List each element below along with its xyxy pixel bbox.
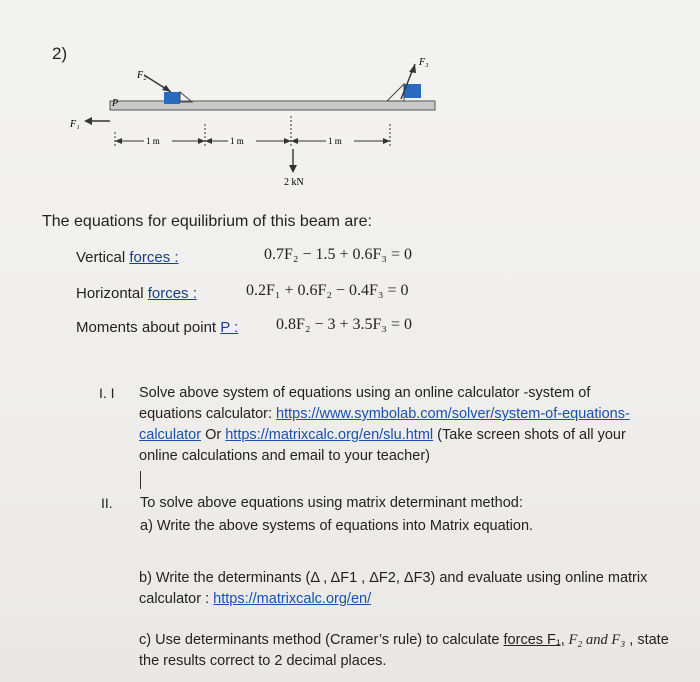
equation-vertical: 0.7F₂ − 1.5 + 0.6F₃ = 0 [264,246,413,263]
symbolab-link[interactable]: https://www.symbolab.com/solver/system-of-equations-calculator [139,406,630,443]
part-two-b: b) Write the determinants (Δ , ΔF1 , ΔF2, ΔF3) and evaluate using online matrix calculator : https://matrixcalc.org/en/ [139,570,648,607]
label-p: P [112,98,119,109]
equation-label-horizontal: Horizontal forces : [76,285,197,302]
part-one-text: Solve above system of equations using an online calculator -system of equations calculator: https://www.symbolab.com/solver/system-of-equations-calculator Or https://matrixcalc.org/en/slu.html (Take screen shots of all your online calculations and email to your teacher) [139,385,630,464]
matrixcalc-link[interactable]: https://matrixcalc.org/en/ [213,591,372,607]
label-f2: F₂ [137,70,147,81]
matrixcalc-slu-link[interactable]: https://matrixcalc.org/en/slu.html [225,427,434,443]
beam [110,101,435,110]
forces-f1-underlined: forces F₁, [503,632,565,648]
part-two-marker: II. [101,495,113,511]
label-f1: F₁ [70,119,80,130]
part-two-a: a) Write the above systems of equations into Matrix equation. [140,518,534,534]
text-cursor [140,471,141,489]
part-two-intro: To solve above equations using matrix determinant method: [140,495,523,511]
intro-text: The equations for equilibrium of this beam are: [42,213,372,230]
beam-diagram [60,44,480,194]
dimension-label-1: 1 m [146,136,160,146]
question-number: 2) [52,44,68,63]
equation-label-vertical: Vertical forces : [76,249,179,266]
equation-horizontal: 0.2F₁ + 0.6F₂ − 0.4F₃ = 0 [246,282,409,299]
part-two-c: c) Use determinants method (Cramer’s rule) to calculate forces F₁, F₂ and F₃ , state the results correct to 2 decimal places. [139,632,669,669]
equation-moments: 0.8F₂ − 3 + 3.5F₃ = 0 [276,316,413,333]
load-label: 2 kN [284,177,304,188]
support-block-left [164,92,180,104]
part-one-marker: I. I [99,385,115,401]
label-f3: F₃ [419,57,429,68]
equation-label-moments: Moments about point P : [76,319,239,336]
dimension-label-3: 1 m [328,136,342,146]
dimension-label-2: 1 m [230,136,244,146]
